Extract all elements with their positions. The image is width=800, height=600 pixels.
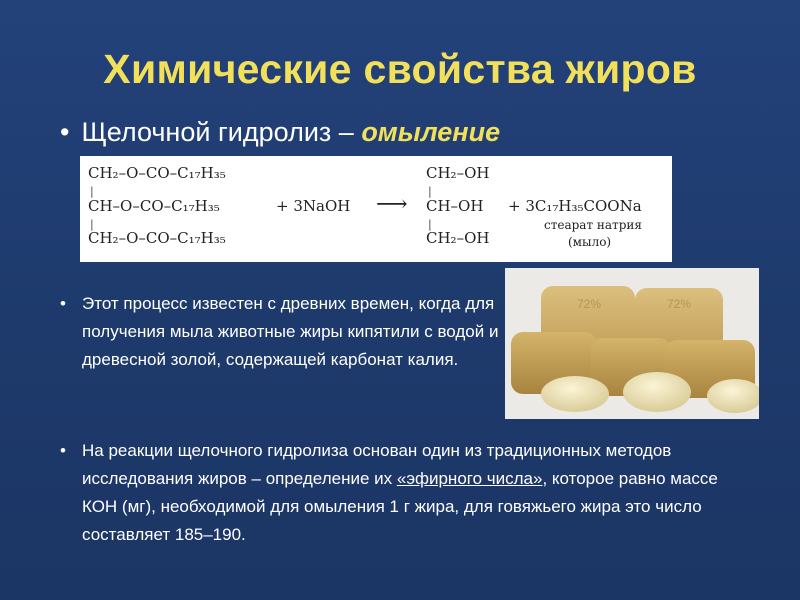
reactant-line-1: CH₂–O–CO–C₁₇H₃₅ xyxy=(88,164,226,182)
arrow-icon: ⟶ xyxy=(376,192,408,217)
product-line-2: CH–OH xyxy=(426,197,484,215)
product-name: стеарат натрия xyxy=(544,218,642,232)
product-note: (мыло) xyxy=(568,235,612,249)
soap-bars-image xyxy=(505,268,759,419)
reagent: + 3NaOH xyxy=(276,197,351,215)
soap-stamp: 72% xyxy=(667,297,692,311)
reaction-equation xyxy=(80,156,672,262)
paragraph-ester-number-text xyxy=(60,437,740,549)
bond-line-icon: | xyxy=(428,185,432,198)
paragraph-history-text: Этот процесс известен с древних времен, когда для получения мыла животные жиры кипятили с водой и древесной золой, содержащей карбонат калия. xyxy=(82,294,499,369)
ester-number-link[interactable]: «эфирного числа» xyxy=(396,469,543,488)
paragraph-ester-number xyxy=(60,437,740,549)
bond-line-icon: | xyxy=(428,218,432,231)
soap-bars-illustration xyxy=(505,268,759,419)
reactant-line-2: CH–O–CO–C₁₇H₃₅ xyxy=(88,197,220,215)
bullet-emphasis: омыление xyxy=(361,117,501,147)
reactant-line-3: CH₂–O–CO–C₁₇H₃₅ xyxy=(88,229,226,247)
bullet-marker: • xyxy=(60,294,66,313)
product-soap: + 3C₁₇H₃₅COONa xyxy=(508,197,642,215)
bond-line-icon: | xyxy=(90,185,94,198)
bullet-marker: • xyxy=(60,117,70,147)
bullet-text: Щелочной гидролиз – xyxy=(81,117,362,147)
product-line-1: CH₂–OH xyxy=(426,164,490,182)
text-after-link: , которое равно массе КОН (мг), необходимой для омыления 1 г жира, для говяжьего жира это число составляет 185–190. xyxy=(82,469,718,544)
paragraph-history xyxy=(60,290,530,374)
bullet-marker: • xyxy=(60,441,66,460)
bond-line-icon: | xyxy=(90,218,94,231)
slide-title: Химические свойства жиров xyxy=(103,46,697,92)
text-before-link: На реакции щелочного гидролиза основан один из традиционных методов исследования жиров – определение их xyxy=(82,441,672,488)
bullet-saponification xyxy=(60,117,500,148)
product-line-3: CH₂–OH xyxy=(426,229,490,247)
soap-stamp: 72% xyxy=(577,297,602,311)
